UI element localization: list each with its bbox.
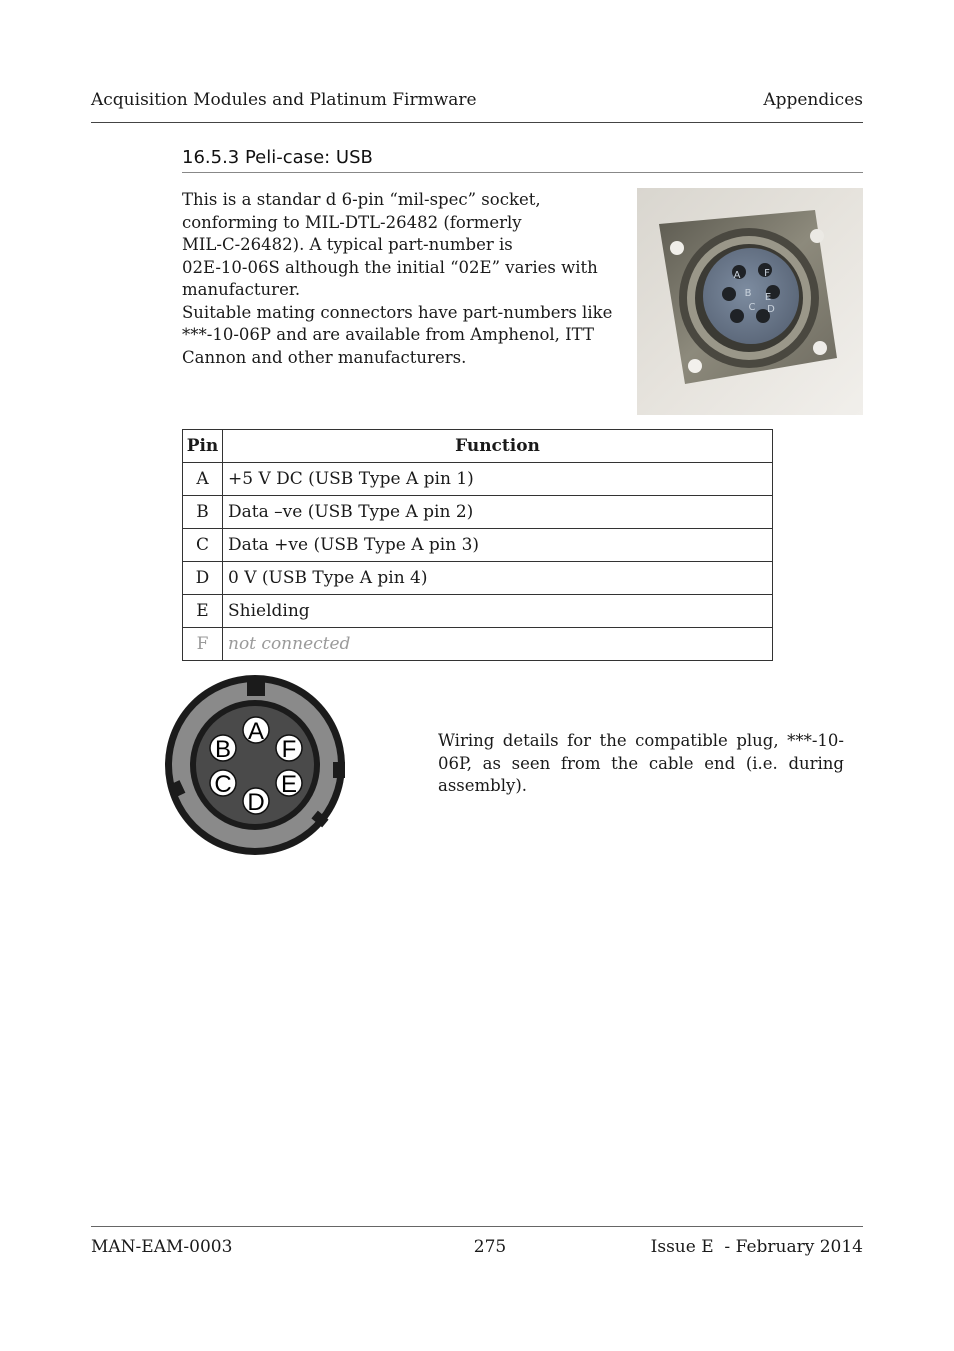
intro-line: manufacturer.	[182, 280, 301, 299]
pin-cell: E	[183, 595, 223, 628]
intro-line: 02E-10-06S although the initial “02E” varies with	[182, 257, 598, 277]
intro-line: conforming to MIL-DTL-26482 (formerly	[182, 212, 522, 232]
socket-label-c: C	[748, 302, 756, 313]
column-header-function: Function	[223, 430, 773, 463]
pin-cell: D	[183, 562, 223, 595]
running-header-title: Acquisition Modules and Platinum Firmware	[91, 90, 477, 110]
function-cell: not connected	[223, 628, 773, 661]
function-cell: Data +ve (USB Type A pin 3)	[223, 529, 773, 562]
socket-photo	[637, 188, 863, 415]
issue-date: Issue E - February 2014	[650, 1237, 863, 1257]
intro-line: MIL-C-26482). A typical part-number is	[182, 235, 513, 254]
pin-cell: F	[183, 628, 223, 661]
intro-line: This is a standar d 6-pin “mil-spec” socket,	[182, 190, 541, 209]
pin-function-table	[182, 429, 773, 661]
document-number: MAN-EAM-0003	[91, 1237, 233, 1257]
pin-cell: C	[183, 529, 223, 562]
table-row	[183, 496, 773, 529]
socket-label-a: A	[733, 270, 741, 281]
running-header-section: Appendices	[763, 90, 863, 110]
pin-cell: B	[183, 496, 223, 529]
footer-rule	[91, 1226, 863, 1227]
function-cell: 0 V (USB Type A pin 4)	[223, 562, 773, 595]
section-heading: 16.5.3 Peli-case: USB	[182, 147, 863, 173]
plug-pin-f: F	[281, 736, 297, 763]
intro-line: Suitable mating connectors have part-numbers like	[182, 302, 613, 322]
table-row	[183, 463, 773, 496]
column-header-pin: Pin	[183, 430, 223, 463]
function-cell: +5 V DC (USB Type A pin 1)	[223, 463, 773, 496]
socket-label-d: D	[767, 304, 775, 315]
plug-pin-c: C	[214, 771, 232, 798]
function-cell: Shielding	[223, 595, 773, 628]
plug-pin-d: D	[247, 789, 265, 816]
plug-wiring-diagram	[163, 672, 347, 858]
plug-pin-b: B	[214, 736, 232, 763]
socket-label-b: B	[744, 288, 752, 299]
table-row	[183, 529, 773, 562]
function-cell: Data –ve (USB Type A pin 2)	[223, 496, 773, 529]
table-row	[183, 595, 773, 628]
page-number: 275	[473, 1237, 507, 1257]
socket-label-e: E	[764, 292, 772, 303]
intro-line: ***-10-06P and are available from Amphenol, ITT	[182, 325, 594, 344]
plug-pin-e: E	[280, 771, 298, 798]
intro-line: Cannon and other manufacturers.	[182, 347, 467, 367]
socket-label-f: F	[764, 268, 770, 279]
table-header-row	[183, 430, 773, 463]
header-rule	[91, 122, 863, 123]
intro-paragraph	[182, 189, 632, 369]
table-row	[183, 628, 773, 661]
pin-cell: A	[183, 463, 223, 496]
table-row	[183, 562, 773, 595]
plug-pin-a: A	[247, 718, 265, 745]
plug-caption: Wiring details for the compatible plug, ***-10-06P, as seen from the cable end (i.e. during assembly).	[438, 731, 844, 795]
